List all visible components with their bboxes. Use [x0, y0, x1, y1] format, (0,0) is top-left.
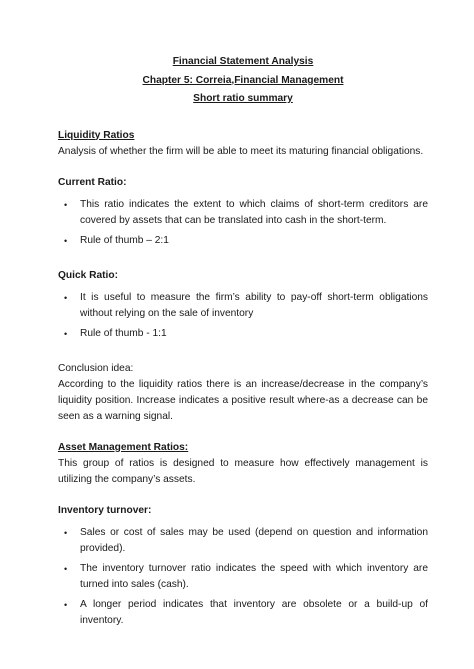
bullet-icon: • — [64, 527, 68, 538]
current-ratio-list — [58, 197, 428, 249]
conclusion-label: Conclusion idea: — [58, 362, 134, 374]
liquidity-section — [58, 128, 428, 160]
bullet-icon: • — [64, 199, 68, 210]
list-item: • Rule of thumb - 1:1 — [58, 326, 428, 342]
document-header — [58, 53, 428, 109]
bullet-icon: • — [64, 292, 68, 303]
list-item: • Sales or cost of sales may be used (depend on question and information provided). — [64, 526, 428, 554]
liquidity-description: Analysis of whether the firm will be able to meet its maturing financial obligations. — [58, 145, 424, 157]
bullet-icon: • — [64, 235, 68, 246]
document-title: Financial Statement Analysis — [172, 56, 314, 67]
bullet-icon: • — [64, 563, 68, 574]
quick-ratio-list — [58, 290, 428, 342]
list-item: • A longer period indicates that inventory are obsolete or a build-up of inventory. — [64, 598, 428, 626]
asset-management-description: This group of ratios is designed to measure how effectively management is utilizing the company’s assets. — [58, 457, 428, 485]
list-item: • Rule of thumb – 2:1 — [58, 233, 428, 249]
quick-ratio-heading: Quick Ratio: — [58, 269, 119, 281]
current-ratio-section — [58, 175, 428, 249]
list-item: • The inventory turnover ratio indicates the speed with which inventory are turned into sales (cash). — [64, 562, 428, 590]
inventory-turnover-heading: Inventory turnover: — [58, 504, 152, 516]
asset-management-heading: Asset Management Ratios: — [58, 441, 189, 453]
inventory-turnover-list — [58, 525, 428, 629]
liquidity-heading: Liquidity Ratios — [58, 129, 135, 141]
quick-ratio-section — [58, 268, 428, 342]
asset-management-section — [58, 440, 428, 488]
bullet-icon: • — [64, 328, 68, 339]
chapter-title: Chapter 5: Correia,Financial Management — [142, 74, 344, 86]
inventory-turnover-section — [58, 503, 428, 629]
current-ratio-heading: Current Ratio: — [58, 176, 127, 188]
list-item: • This ratio indicates the extent to which claims of short-term creditors are covered by assets that can be translated into cash in the short-term. — [64, 198, 428, 226]
list-item: • It is useful to measure the firm’s ability to pay-off short-term obligations without relying on the sale of inventory — [64, 291, 428, 319]
bullet-icon: • — [64, 599, 68, 610]
summary-title: Short ratio summary — [193, 93, 293, 104]
conclusion-text: According to the liquidity ratios there is an increase/decrease in the company’s liquidity position. Increase indicates a positive result where-as a decrease can be seen as a warning signal. — [58, 378, 428, 422]
conclusion-section — [58, 361, 428, 425]
